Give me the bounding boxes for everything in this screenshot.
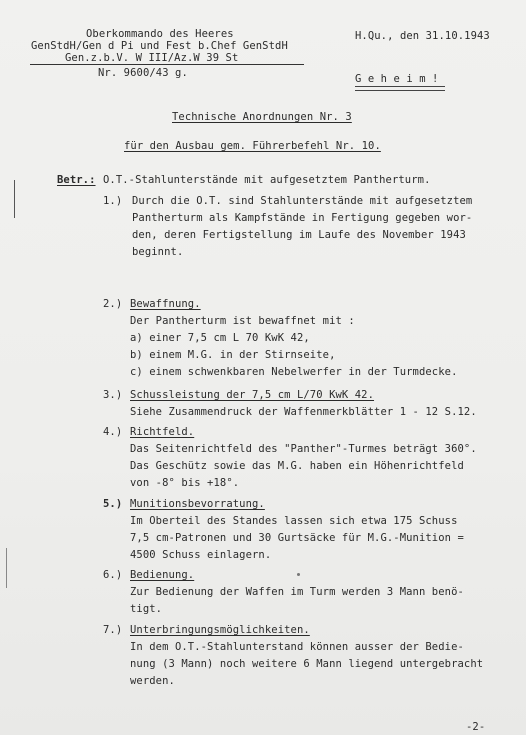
section-7-line-2: nung (3 Mann) noch weitere 6 Mann liegend untergebracht xyxy=(130,658,484,670)
document-title: Technische Anordnungen Nr. 3 xyxy=(172,111,352,123)
paper-spot xyxy=(297,573,300,576)
section-3-line-1: Siehe Zusammendruck der Waffenmerkblätter 1 - 12 S.12. xyxy=(130,406,477,418)
margin-pencil-mark-top xyxy=(14,180,15,218)
section-4-number: 4.) xyxy=(103,426,123,438)
page-continuation-marker: -2- xyxy=(466,721,486,733)
org-line-1: Oberkommando des Heeres xyxy=(86,28,234,40)
section-2-line-2: a) einer 7,5 cm L 70 KwK 42, xyxy=(130,332,310,344)
section-2-number: 2.) xyxy=(103,298,123,310)
section-6-line-2: tigt. xyxy=(130,603,163,615)
section-4-line-1: Das Seitenrichtfeld des "Panther"-Turmes beträgt 360°. xyxy=(130,443,477,455)
subject-label: Betr.: xyxy=(57,174,96,186)
section-5-number: 5.) xyxy=(103,498,123,510)
section-1-number: 1.) xyxy=(103,195,123,207)
section-7-line-3: werden. xyxy=(130,675,175,687)
section-7-number: 7.) xyxy=(103,624,123,636)
classification-underline xyxy=(355,86,445,91)
section-5-line-1: Im Oberteil des Standes lassen sich etwa 175 Schuss xyxy=(130,515,458,527)
section-4-line-2: Das Geschütz sowie das M.G. haben ein Höhenrichtfeld xyxy=(130,460,464,472)
org-line-2: GenStdH/Gen d Pi und Fest b.Chef GenStdH xyxy=(31,40,288,52)
section-1-line-2: Pantherturm als Kampfstände in Fertigung gegeben wor- xyxy=(132,212,473,224)
place-date: H.Qu., den 31.10.1943 xyxy=(355,30,490,42)
reference-number: Nr. 9600/43 g. xyxy=(98,67,188,79)
section-5-line-2: 7,5 cm-Patronen und 30 Gurtsäcke für M.G.-Munition = xyxy=(130,532,464,544)
section-7-line-1: In dem O.T.-Stahlunterstand können ausser der Bedie- xyxy=(130,641,464,653)
header-rule xyxy=(30,64,304,65)
section-6-number: 6.) xyxy=(103,569,123,581)
section-2-line-3: b) einem M.G. in der Stirnseite, xyxy=(130,349,336,361)
section-6-line-1: Zur Bedienung der Waffen im Turm werden 3 Mann benö- xyxy=(130,586,464,598)
section-1-line-3: den, deren Fertigstellung im Laufe des November 1943 xyxy=(132,229,466,241)
subject-text: O.T.-Stahlunterstände mit aufgesetztem Pantherturm. xyxy=(103,174,431,186)
org-line-3: Gen.z.b.V. W III/Az.W 39 St xyxy=(65,52,239,64)
section-5-heading: Munitionsbevorratung. xyxy=(130,498,265,510)
classification: G e h e i m ! xyxy=(355,73,439,85)
section-2-heading: Bewaffnung. xyxy=(130,298,201,310)
section-2-line-1: Der Pantherturm ist bewaffnet mit : xyxy=(130,315,355,327)
section-4-line-3: von -8° bis +18°. xyxy=(130,477,240,489)
section-5-line-3: 4500 Schuss einlagern. xyxy=(130,549,272,561)
section-4-heading: Richtfeld. xyxy=(130,426,195,438)
section-1-line-1: Durch die O.T. sind Stahlunterstände mit aufgesetztem xyxy=(132,195,473,207)
document-subtitle: für den Ausbau gem. Führerbefehl Nr. 10. xyxy=(124,140,381,152)
section-1-line-4: beginnt. xyxy=(132,246,184,258)
section-6-heading: Bedienung. xyxy=(130,569,195,581)
section-3-heading: Schussleistung der 7,5 cm L/70 KwK 42. xyxy=(130,389,375,401)
section-2-line-4: c) einem schwenkbaren Nebelwerfer in der Turmdecke. xyxy=(130,366,458,378)
section-7-heading: Unterbringungsmöglichkeiten. xyxy=(130,624,310,636)
section-3-number: 3.) xyxy=(103,389,123,401)
margin-pencil-mark-bottom xyxy=(6,548,7,588)
